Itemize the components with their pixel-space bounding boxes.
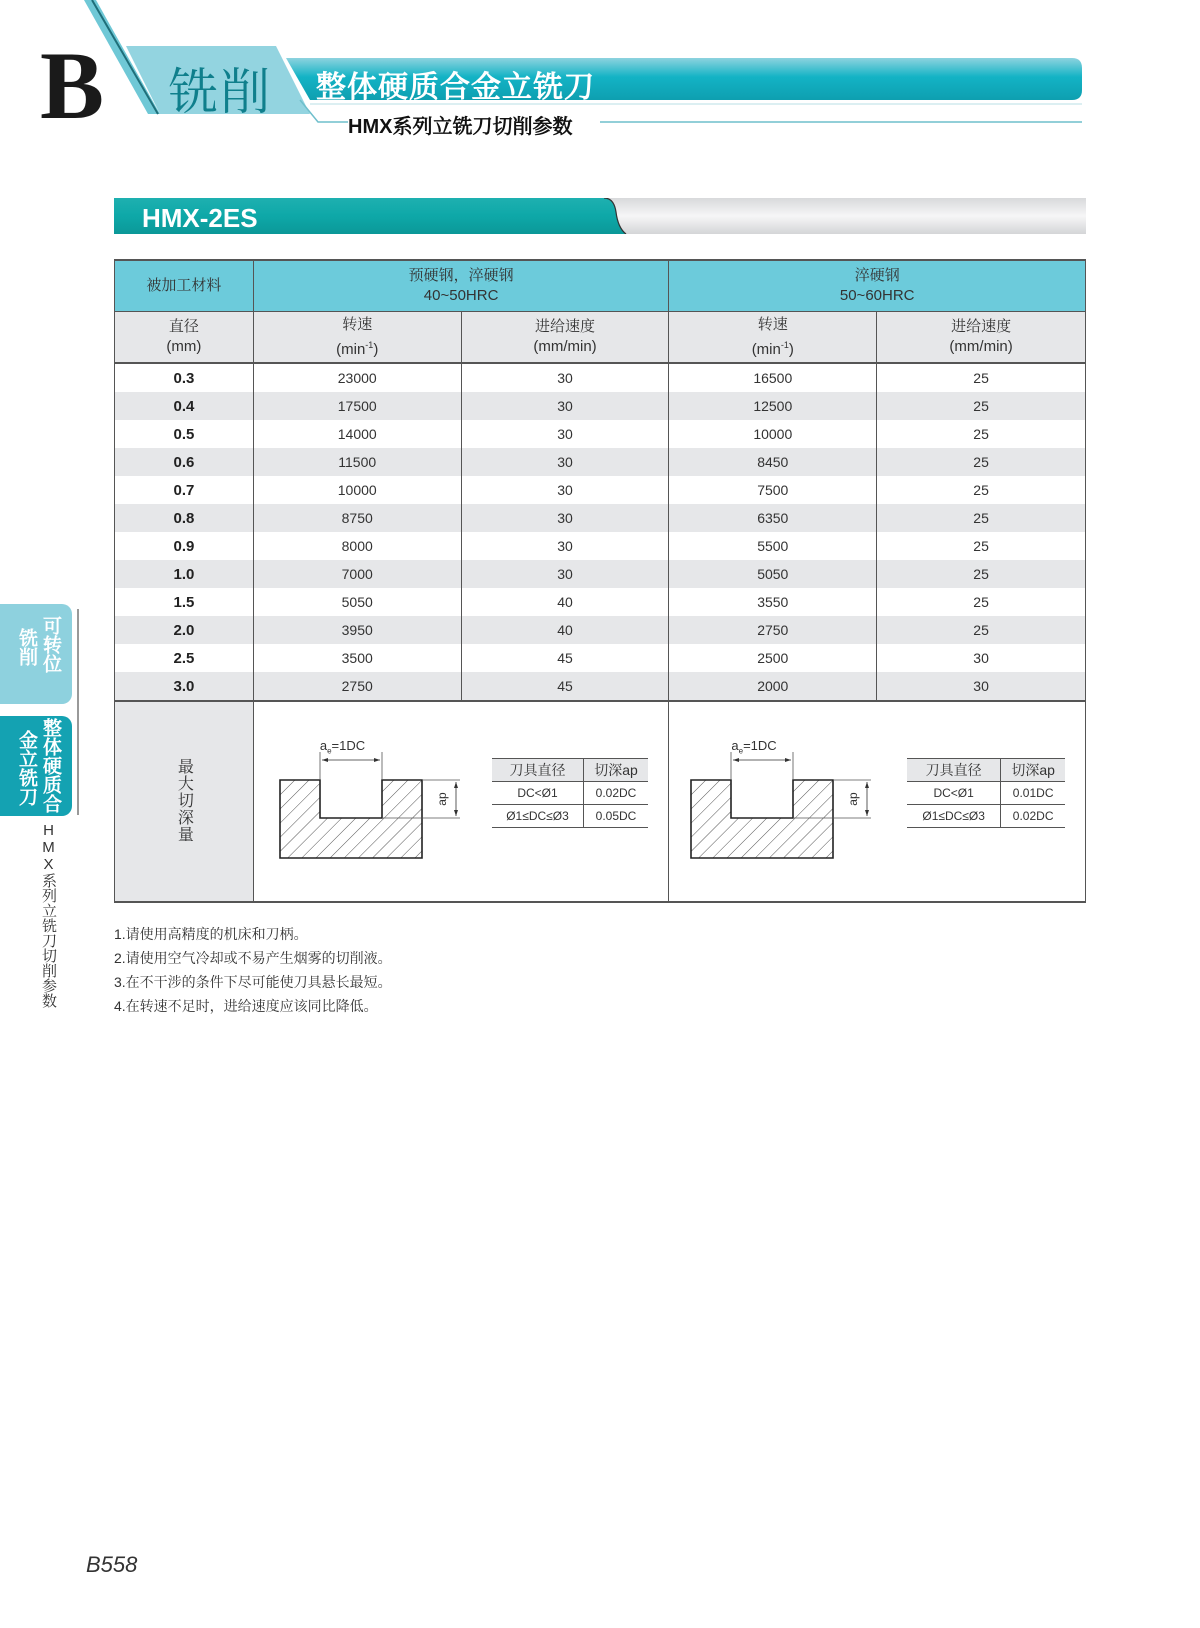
speed-cell: 7000 [253,560,461,588]
feed-cell: 30 [461,363,669,392]
col-feed-name: 进给速度 [951,318,1012,335]
table-row [115,448,1086,476]
diameter-cell: 0.5 [115,420,254,448]
col-diameter-unit: (mm) [166,338,202,355]
col-feed-2 [877,312,1086,364]
speed-cell: 8450 [669,448,877,476]
depth-table-cell: DC<Ø1 [492,782,584,805]
table-row [115,504,1086,532]
diameter-cell: 0.8 [115,504,254,532]
svg-text:ap: ap [846,792,861,806]
side-tab-indexable-milling[interactable] [0,604,72,704]
diameter-cell: 2.5 [115,644,254,672]
feed-cell: 25 [877,588,1086,616]
feed-cell: 25 [877,560,1086,588]
depth-cell-group-2 [669,701,1086,902]
max-depth-label: 最大切深量 [175,757,193,843]
feed-cell: 30 [461,560,669,588]
col-speed-2 [669,312,877,364]
feed-cell: 30 [461,476,669,504]
material-group-2-name: 淬硬钢 [854,267,900,284]
table-row [115,420,1086,448]
speed-cell: 5050 [669,560,877,588]
feed-cell: 30 [461,504,669,532]
table-row [115,392,1086,420]
speed-cell: 17500 [253,392,461,420]
side-tab-solid-carbide-endmill[interactable] [0,716,72,816]
feed-cell: 45 [461,644,669,672]
depth-table-cell: 0.01DC [1000,782,1065,805]
feed-cell: 25 [877,392,1086,420]
feed-cell: 25 [877,420,1086,448]
usage-notes [114,922,392,1018]
speed-cell: 14000 [253,420,461,448]
speed-cell: 16500 [669,363,877,392]
feed-cell: 30 [461,420,669,448]
speed-cell: 7500 [669,476,877,504]
depth-table-cell: 0.05DC [584,805,648,828]
note-item: 3.在不干涉的条件下尽可能使刀具悬长最短。 [114,974,392,990]
svg-text:ap: ap [434,792,449,806]
depth-table-header: 刀具直径 [492,759,584,782]
feed-cell: 25 [877,448,1086,476]
speed-cell: 3950 [253,616,461,644]
table-row [115,476,1086,504]
col-feed-1 [461,312,669,364]
ae-label: $a_e=1DC$ [731,738,777,756]
feed-cell: 25 [877,616,1086,644]
speed-cell: 3500 [253,644,461,672]
max-depth-row [115,701,1086,902]
diameter-cell: 0.6 [115,448,254,476]
depth-table-2 [907,758,1065,828]
material-group-2-hardness: 50~60HRC [839,287,915,304]
col-speed-unit: $(\min^{-1})$ [751,339,794,358]
material-header-row [115,260,1086,312]
feed-cell: 30 [877,672,1086,701]
max-depth-label-cell [115,701,254,902]
diameter-cell: 1.5 [115,588,254,616]
page-subtitle: HMX系列立铣刀切削参数 [348,116,573,138]
slot-diagram [689,740,899,860]
depth-cell-group-1 [253,701,669,902]
speed-cell: 23000 [253,363,461,392]
depth-table-cell: 0.02DC [1000,805,1065,828]
feed-cell: 45 [461,672,669,701]
col-speed-1 [253,312,461,364]
feed-cell: 30 [877,644,1086,672]
speed-cell: 10000 [253,476,461,504]
table-row [115,560,1086,588]
category-label: 铣削 [168,64,272,120]
diameter-cell: 0.7 [115,476,254,504]
diameter-cell: 2.0 [115,616,254,644]
material-label: 被加工材料 [115,260,254,312]
table-row [115,588,1086,616]
feed-cell: 30 [461,392,669,420]
depth-table-cell: Ø1≤DC≤Ø3 [492,805,584,828]
section-letter: B [40,32,105,139]
depth-table-1 [492,758,648,828]
speed-cell: 2000 [669,672,877,701]
diameter-cell: 0.4 [115,392,254,420]
table-row [115,532,1086,560]
side-tab-label: 可转位 [40,616,61,673]
page-title: 整体硬质合金立铣刀 [316,71,595,104]
speed-cell: 11500 [253,448,461,476]
feed-cell: 25 [877,363,1086,392]
material-group-1 [253,260,669,312]
speed-cell: 12500 [669,392,877,420]
col-feed-name: 进给速度 [535,318,596,335]
column-header-row [115,312,1086,364]
note-item: 2.请使用空气冷却或不易产生烟雾的切削液。 [114,950,392,966]
ae-label: $a_e=1DC$ [319,738,366,756]
speed-cell: 10000 [669,420,877,448]
col-diameter-name: 直径 [168,318,199,335]
diameter-cell: 0.9 [115,532,254,560]
material-group-1-name: 预硬钢，淬硬钢 [408,267,514,284]
table-row [115,672,1086,701]
speed-cell: 8000 [253,532,461,560]
col-speed-name: 转速 [342,315,373,333]
diameter-cell: 0.3 [115,363,254,392]
material-group-1-hardness: 40~50HRC [423,287,499,304]
slot-diagram [278,740,488,860]
col-speed-name: 转速 [757,315,788,333]
table-row [115,644,1086,672]
feed-cell: 30 [461,448,669,476]
product-bar [114,198,1086,234]
depth-table-header: 刀具直径 [907,759,1000,782]
product-name: HMX-2ES [142,203,258,233]
note-item: 4.在转速不足时，进给速度应该同比降低。 [114,998,378,1014]
cutting-parameters-table [114,259,1086,903]
col-feed-unit: (mm/min) [533,338,597,355]
speed-cell: 2500 [669,644,877,672]
table-row [115,616,1086,644]
feed-cell: 25 [877,476,1086,504]
material-group-2 [669,260,1086,312]
side-tab-label: 整体硬质合 [40,718,61,813]
speed-cell: 6350 [669,504,877,532]
feed-cell: 40 [461,588,669,616]
table-row [115,363,1086,392]
depth-table-cell: Ø1≤DC≤Ø3 [907,805,1000,828]
diameter-cell: 3.0 [115,672,254,701]
speed-cell: 5050 [253,588,461,616]
col-feed-unit: (mm/min) [949,338,1013,355]
depth-table-header: 切深ap [1000,759,1065,782]
feed-cell: 25 [877,532,1086,560]
side-tab-label: 金立铣刀 [16,730,37,806]
speed-cell: 2750 [253,672,461,701]
side-caption: HMX系列立铣刀切削参数 [40,822,57,1008]
col-speed-unit: $(\min^{-1})$ [336,339,379,358]
depth-table-header: 切深ap [584,759,648,782]
col-diameter [115,312,254,364]
feed-cell: 25 [877,504,1086,532]
depth-table-cell: DC<Ø1 [907,782,1000,805]
side-tab-label: 铣削 [16,628,37,666]
speed-cell: 3550 [669,588,877,616]
speed-cell: 2750 [669,616,877,644]
diameter-cell: 1.0 [115,560,254,588]
speed-cell: 5500 [669,532,877,560]
side-divider [77,609,79,815]
feed-cell: 30 [461,532,669,560]
page-number: B558 [86,1552,138,1577]
note-item: 1.请使用高精度的机床和刀柄。 [114,926,308,942]
depth-table-cell: 0.02DC [584,782,648,805]
feed-cell: 40 [461,616,669,644]
speed-cell: 8750 [253,504,461,532]
